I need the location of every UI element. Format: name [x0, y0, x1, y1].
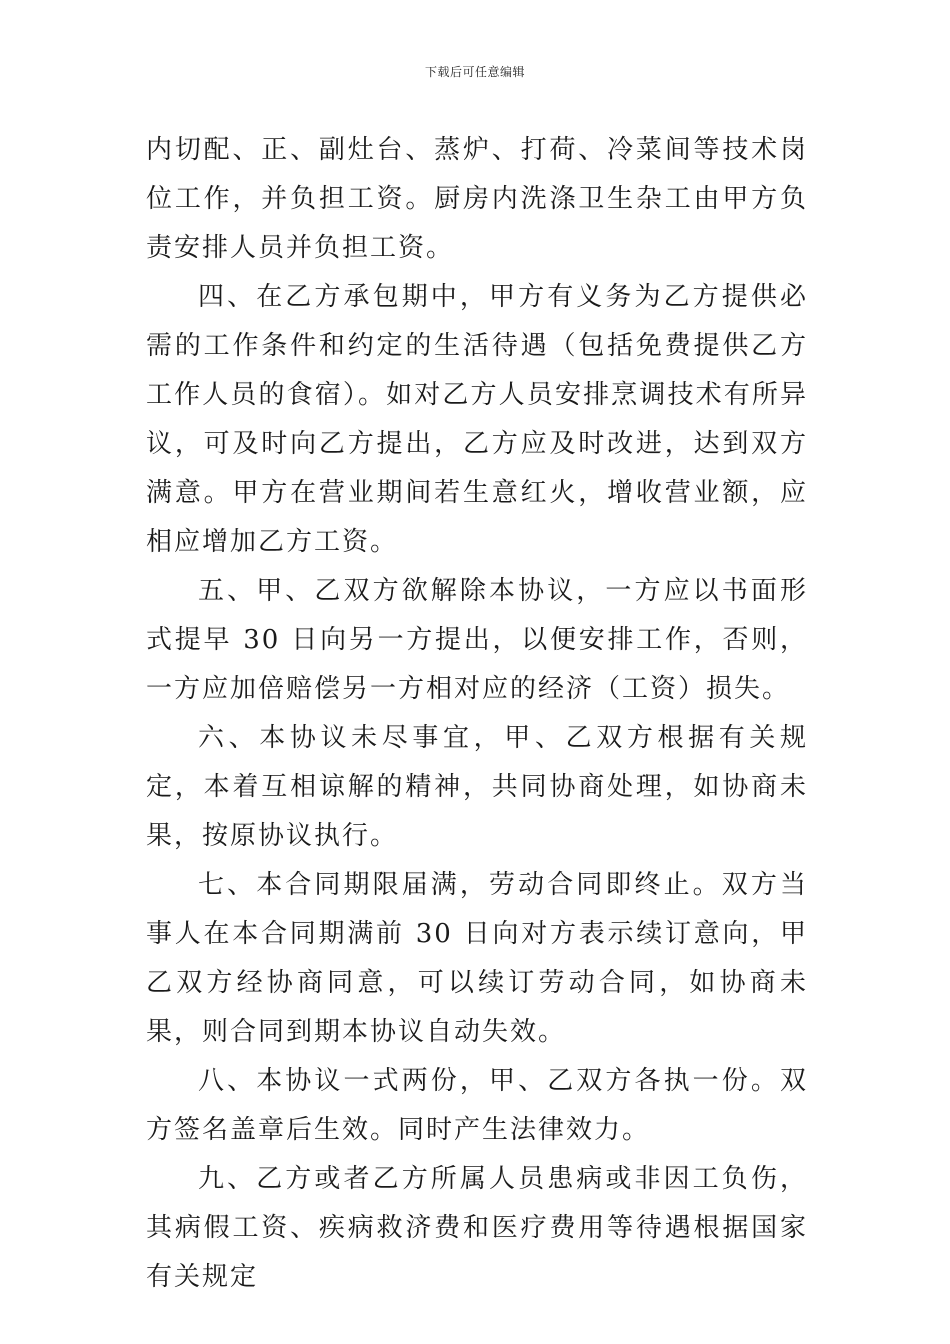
paragraph-clause-7: 七、本合同期限届满，劳动合同即终止。双方当事人在本合同期满前 30 日向对方表示续订意向，甲乙双方经协商同意，可以续订劳动合同，如协商未果，则合同到期本协议自动失效。	[146, 870, 808, 1047]
paragraph-clause-9: 九、乙方或者乙方所属人员患病或非因工负伤，其病假工资、疾病救济费和医疗费用等待遇根据国家有关规定	[146, 1164, 808, 1292]
page-header-note: 下载后可任意编辑	[424, 65, 525, 79]
paragraph-clause-4: 四、在乙方承包期中，甲方有义务为乙方提供必需的工作条件和约定的生活待遇（包括免费提供乙方工作人员的食宿）。如对乙方人员安排烹调技术有所异议，可及时向乙方提出，乙方应及时改进，达到双方满意。甲方在营业期间若生意红火，增收营业额，应相应增加乙方工资。	[146, 282, 808, 557]
paragraph-clause-8: 八、本协议一式两份，甲、乙双方各执一份。双方签名盖章后生效。同时产生法律效力。	[146, 1066, 808, 1145]
paragraph-continued-duties: 内切配、正、副灶台、蒸炉、打荷、冷菜间等技术岗位工作，并负担工资。厨房内洗涤卫生杂工由甲方负责安排人员并负担工资。	[146, 135, 808, 263]
document-body	[146, 126, 808, 1302]
paragraph-clause-5: 五、甲、乙双方欲解除本协议，一方应以书面形式提早 30 日向另一方提出，以便安排工作，否则，一方应加倍赔偿另一方相对应的经济（工资）损失。	[146, 576, 808, 704]
paragraph-clause-6: 六、本协议未尽事宜，甲、乙双方根据有关规定，本着互相谅解的精神，共同协商处理，如协商未果，按原协议执行。	[146, 723, 808, 851]
